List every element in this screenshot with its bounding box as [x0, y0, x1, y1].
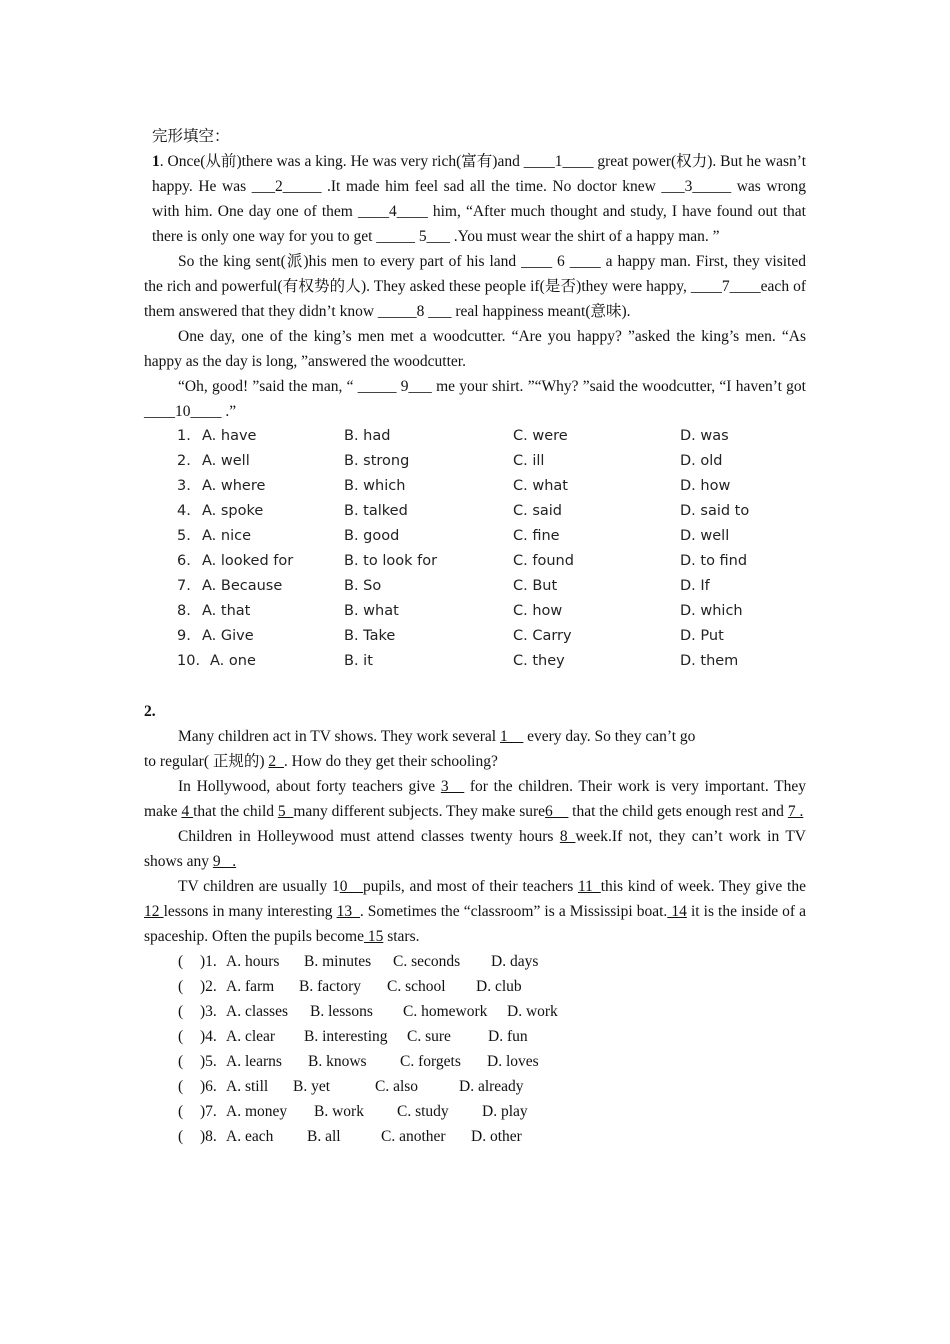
option-c: C. But: [513, 578, 558, 594]
passage1-paragraph-3: One day, one of the king’s men met a woodcutter. “Are you happy? ”asked the king’s men. “As happy as the day is long, ”answered the woodcutter.: [144, 328, 806, 370]
text: that the child gets enough rest and: [568, 803, 788, 820]
question-number: )4.: [200, 1028, 217, 1045]
option-b: B. minutes: [304, 953, 372, 970]
option-d: D. well: [680, 528, 730, 544]
section-heading: 完形填空：: [152, 128, 230, 145]
option-d: D. old: [680, 453, 723, 469]
answer-bracket[interactable]: (: [178, 1028, 184, 1045]
text: TV children are usually 1: [178, 878, 340, 895]
blank-4: 4: [181, 803, 194, 820]
blank-3: 3__: [440, 778, 465, 795]
option-b: B. work: [314, 1103, 364, 1120]
option-c: C. ill: [513, 453, 545, 469]
passage2-number: [144, 699, 806, 724]
blank-12: 12: [144, 903, 164, 920]
option-d: D. days: [491, 953, 539, 970]
option-d: D. already: [459, 1078, 524, 1095]
question-row-2: [144, 974, 806, 999]
question-row-8: [144, 1124, 806, 1149]
passage1-text-1: . Once(从前)there was a king. He was very rich(富有)and ____1____ great power(权力). But he wasn’t happy. He was ___2_____ .It made him feel sad all the time. No doctor knew ___3_____ was wrong with him. One day one of them ____4____ him, “After much thought and study, I have found out that there is only one way for you to get _____ 5___ .You must wear the shirt of a happy man. ”: [152, 153, 806, 245]
option-a: A. Give: [202, 628, 254, 644]
option-number: 4.: [177, 503, 191, 519]
spacer: [144, 674, 806, 699]
option-c: C. Carry: [513, 628, 572, 644]
option-a: A. classes: [226, 1003, 288, 1020]
answer-bracket[interactable]: (: [178, 1128, 184, 1145]
option-a: A. spoke: [202, 503, 264, 519]
option-d: D. Put: [680, 628, 724, 644]
option-c: C. school: [387, 978, 446, 995]
option-b: B. to look for: [344, 553, 438, 569]
question-row-6: [144, 1074, 806, 1099]
answer-bracket[interactable]: (: [178, 1003, 184, 1020]
text: lessons in many interesting: [163, 903, 337, 920]
option-d: D. play: [482, 1103, 528, 1120]
option-d: D. club: [476, 978, 522, 995]
text: many different subjects. They make sure: [293, 803, 546, 820]
option-a: A. looked for: [202, 553, 294, 569]
option-a: A. learns: [226, 1053, 282, 1070]
option-c: C. also: [375, 1078, 419, 1095]
option-row-1: [144, 424, 806, 449]
question-row-1: [144, 949, 806, 974]
text: this kind of week. They give the: [600, 878, 806, 895]
option-a: A. clear: [226, 1028, 276, 1045]
option-a: A. where: [202, 478, 266, 494]
option-d: D. how: [680, 478, 731, 494]
question-number: )7.: [200, 1103, 217, 1120]
option-row-6: [144, 549, 806, 574]
question-number: )6.: [200, 1078, 217, 1095]
option-row-4: [144, 499, 806, 524]
answer-bracket[interactable]: (: [178, 1103, 184, 1120]
text: Children in Holleywood must attend classes twenty hours: [178, 828, 560, 845]
text: . How do they get their schooling?: [283, 753, 498, 770]
blank-13: 13_: [336, 903, 360, 920]
passage2-paragraph-3: [144, 824, 806, 874]
passage2-paragraph-1: [144, 724, 806, 749]
text: stars.: [383, 928, 420, 945]
option-a: A. have: [202, 428, 257, 444]
question-row-3: [144, 999, 806, 1024]
option-c: C. sure: [407, 1028, 451, 1045]
option-number: 1.: [177, 428, 191, 444]
question-number: )1.: [200, 953, 217, 970]
passage1-number: 1: [152, 153, 160, 170]
option-a: A. Because: [202, 578, 283, 594]
option-d: D. other: [471, 1128, 522, 1145]
option-number: 7.: [177, 578, 191, 594]
option-c: C. how: [513, 603, 563, 619]
option-c: C. fine: [513, 528, 560, 544]
option-number: 3.: [177, 478, 191, 494]
option-d: D. said to: [680, 503, 750, 519]
option-b: B. Take: [344, 628, 396, 644]
option-c: C. were: [513, 428, 568, 444]
option-c: C. said: [513, 503, 563, 519]
option-number: 6.: [177, 553, 191, 569]
option-a: A. farm: [226, 978, 275, 995]
option-row-7: [144, 574, 806, 599]
text: In Hollywood, about forty teachers give: [178, 778, 441, 795]
text: . Sometimes the “classroom” is a Mississipi boat.: [359, 903, 668, 920]
option-b: B. what: [344, 603, 399, 619]
text: that the child: [193, 803, 278, 820]
option-b: B. talked: [344, 503, 408, 519]
option-b: B. factory: [299, 978, 361, 995]
passage1-paragraph-1: [144, 149, 806, 249]
answer-bracket[interactable]: (: [178, 1078, 184, 1095]
option-c: C. another: [381, 1128, 446, 1145]
option-d: D. which: [680, 603, 743, 619]
blank-9: 9_ .: [212, 853, 237, 870]
question-row-4: [144, 1024, 806, 1049]
option-a: A. hours: [226, 953, 280, 970]
text: week.If not, they can’t work in TV shows any: [144, 828, 806, 870]
blank-14: 14: [667, 903, 687, 920]
option-a: A. that: [202, 603, 251, 619]
option-a: A. still: [226, 1078, 269, 1095]
option-c: C. forgets: [400, 1053, 461, 1070]
option-a: A. money: [226, 1103, 288, 1120]
blank-7: 7 .: [787, 803, 804, 820]
text: it is the inside of a spaceship. Often the pupils become: [144, 903, 807, 945]
option-d: D. loves: [487, 1053, 539, 1070]
option-row-2: [144, 449, 806, 474]
option-c: C. what: [513, 478, 568, 494]
option-number: 8.: [177, 603, 191, 619]
option-b: B. good: [344, 528, 400, 544]
blank-5: 5_: [277, 803, 294, 820]
question-number: )8.: [200, 1128, 217, 1145]
option-d: D. If: [680, 578, 710, 594]
answer-bracket[interactable]: (: [178, 953, 184, 970]
option-number: 9.: [177, 628, 191, 644]
option-d: D. fun: [488, 1028, 528, 1045]
text: every day. So they can’t go: [523, 728, 696, 745]
text: to regular( 正规的): [144, 753, 269, 770]
passage2-number-label: 2.: [144, 703, 156, 720]
question-number: )5.: [200, 1053, 217, 1070]
option-b: B. lessons: [310, 1003, 373, 1020]
passage1-options: [144, 424, 806, 674]
blank-10: 0__: [339, 878, 363, 895]
option-b: B. So: [344, 578, 382, 594]
option-b: B. interesting: [304, 1028, 388, 1045]
text: for the children. Their work is very important. They make: [144, 778, 806, 820]
option-d: D. to find: [680, 553, 748, 569]
blank-2: 2_: [268, 753, 284, 770]
option-number: 5.: [177, 528, 191, 544]
option-c: C. found: [513, 553, 574, 569]
option-number: 2.: [177, 453, 191, 469]
passage1-paragraph-4: “Oh, good! ”said the man, “ _____ 9___ me your shirt. ”“Why? ”said the woodcutter, “I haven’t got ____10____ .”: [144, 378, 806, 420]
option-c: C. homework: [403, 1003, 488, 1020]
option-c: C. seconds: [393, 953, 461, 970]
option-b: B. knows: [308, 1053, 367, 1070]
passage2-paragraph-4: [144, 874, 806, 949]
passage2-paragraph-1-cont: [144, 749, 806, 774]
option-b: B. which: [344, 478, 406, 494]
option-row-9: [144, 624, 806, 649]
answer-bracket[interactable]: (: [178, 978, 184, 995]
option-b: B. all: [307, 1128, 341, 1145]
question-number: )3.: [200, 1003, 217, 1020]
option-row-8: [144, 599, 806, 624]
passage1-paragraph-2: So the king sent(派)his men to every part of his land ____ 6 ____ a happy man. First, they visited the rich and powerful(有权势的人). They asked these people if(是否)they were happy, ____7____each of them answered that they didn’t know _____8 ___ real happiness meant(意味).: [144, 253, 806, 320]
option-c: C. study: [397, 1103, 449, 1120]
option-d: D. was: [680, 428, 729, 444]
option-d: D. them: [680, 653, 739, 669]
option-a: A. one: [210, 653, 256, 669]
answer-bracket[interactable]: (: [178, 1053, 184, 1070]
option-number: 10.: [177, 653, 201, 669]
document-page: [144, 124, 806, 1149]
option-row-3: [144, 474, 806, 499]
option-d: D. work: [507, 1003, 558, 1020]
option-b: B. it: [344, 653, 373, 669]
question-row-7: [144, 1099, 806, 1124]
passage2-paragraph-2: [144, 774, 806, 824]
blank-1: 1__: [500, 728, 524, 745]
option-a: A. each: [226, 1128, 274, 1145]
blank-15: 15: [363, 928, 384, 945]
option-b: B. had: [344, 428, 391, 444]
option-a: A. nice: [202, 528, 251, 544]
option-a: A. well: [202, 453, 250, 469]
option-b: B. yet: [293, 1078, 331, 1095]
option-row-5: [144, 524, 806, 549]
passage2-questions: [144, 949, 806, 1149]
option-row-10: [144, 649, 806, 674]
blank-11: 11_: [578, 878, 601, 895]
question-row-5: [144, 1049, 806, 1074]
blank-6: 6__: [545, 803, 569, 820]
question-number: )2.: [200, 978, 217, 995]
option-b: B. strong: [344, 453, 410, 469]
text: Many children act in TV shows. They work several: [178, 728, 500, 745]
blank-8: 8_: [559, 828, 576, 845]
option-c: C. they: [513, 653, 565, 669]
text: pupils, and most of their teachers: [362, 878, 578, 895]
